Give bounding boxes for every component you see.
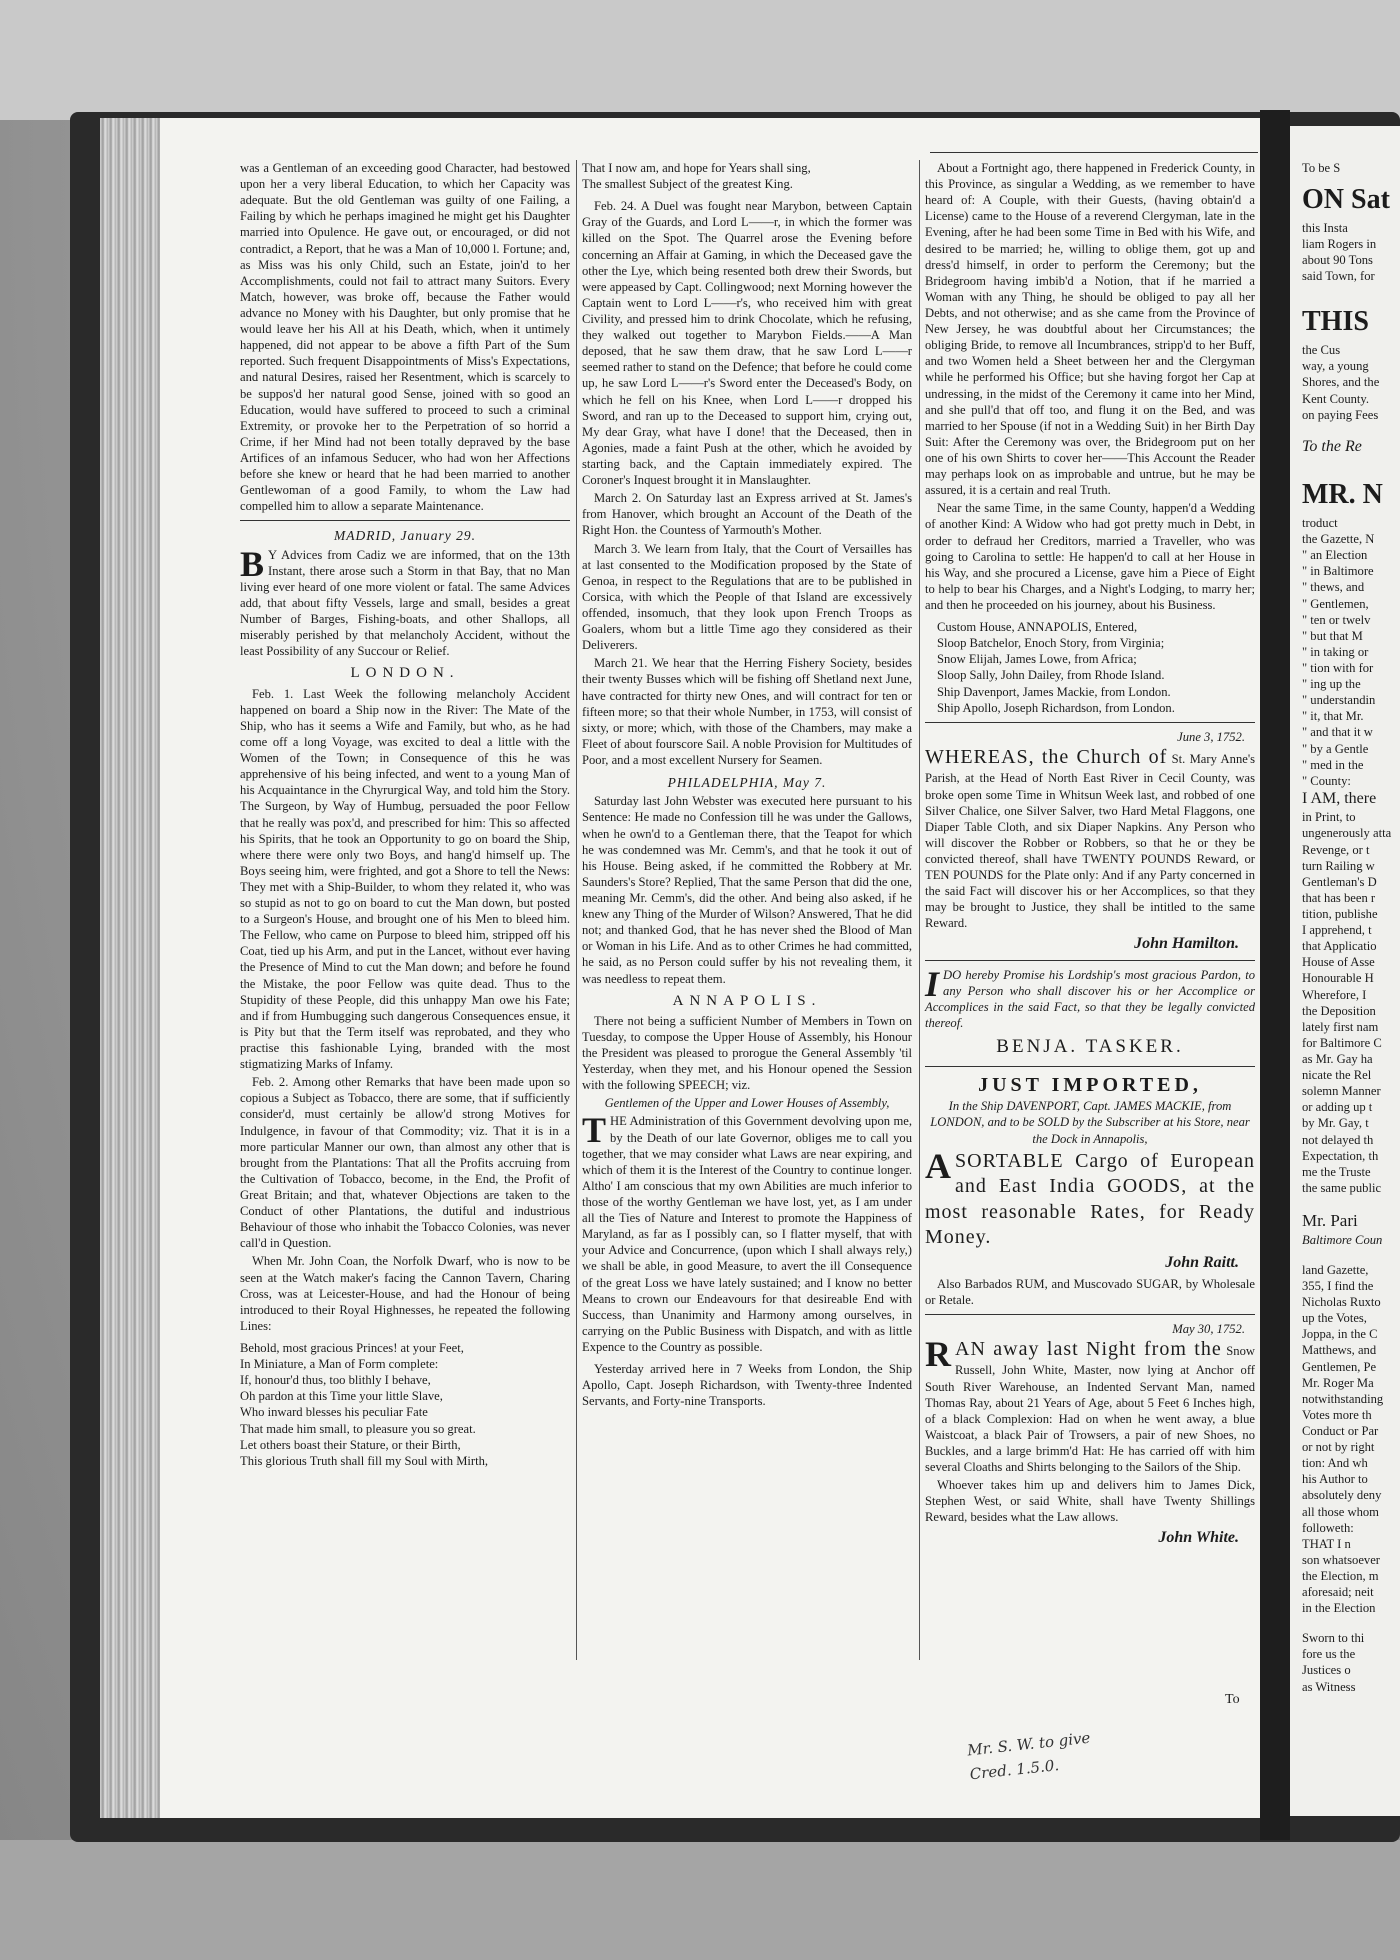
np-line	[1302, 457, 1400, 471]
column-one	[240, 160, 570, 1665]
customs-entry: Sloop Sally, John Dailey, from Rhode Island.	[937, 668, 1165, 683]
imported-text: SORTABLE Cargo of European and East India GOODS, at the most reasonable Rates, for Ready Money.	[925, 1149, 1255, 1249]
np-line: said Town, for	[1302, 269, 1375, 284]
np-line: " thews, and	[1302, 580, 1365, 595]
np-line: " tion with for	[1302, 661, 1374, 676]
np-line: not delayed th	[1302, 1132, 1374, 1147]
np-line: Wherefore, I	[1302, 987, 1367, 1002]
np-line: " an Election	[1302, 548, 1368, 563]
ad-headline: WHEREAS, the Church of	[925, 745, 1168, 768]
handwritten-line: Cred. 1.5.0.	[968, 1756, 1060, 1784]
np-line: liam Rogers in	[1302, 237, 1377, 252]
signature: John White.	[1158, 1528, 1239, 1546]
facing-page-column	[1302, 160, 1400, 1694]
annapolis-article: There not being a sufficient Number of Members in Town on Tuesday, to compose the Upper House of Assembly, his Honour the President was pleased to prorogue the General Assembly 'til Yesterday, when they met, and his Honour opened the Session with the following SPEECH; viz.	[582, 1013, 912, 1093]
np-line: the Election, m	[1302, 1568, 1379, 1583]
poem-line: Behold, most gracious Princes! at your Feet,	[240, 1341, 464, 1355]
np-line: as Witness	[1302, 1679, 1356, 1694]
divider	[925, 1314, 1255, 1315]
np-line: all those whom	[1302, 1504, 1379, 1519]
np-line: I apprehend, t	[1302, 923, 1372, 938]
np-line: Gentleman's D	[1302, 874, 1377, 889]
np-line: " but that M	[1302, 628, 1363, 643]
np-line: " ten or twelv	[1302, 612, 1371, 627]
customs-list	[937, 619, 1255, 716]
philadelphia-dateline: PHILADELPHIA, May 7.	[667, 775, 827, 791]
poem-line: Oh pardon at this Time your little Slave,	[240, 1389, 443, 1404]
madrid-article	[240, 543, 570, 660]
poem-end	[582, 160, 912, 192]
runaway-advertisement	[925, 1333, 1255, 1475]
np-line: 355, I find the	[1302, 1278, 1374, 1293]
church-advertisement	[925, 745, 1255, 932]
pardon-notice	[925, 963, 1255, 1031]
poem-line: Who inward blesses his peculiar Fate	[240, 1405, 428, 1420]
np-line: me the Truste	[1302, 1164, 1371, 1179]
np-line: Sworn to thi	[1302, 1631, 1365, 1646]
runaway-reward: Whoever takes him up and delivers him to James Dick, Stephen West, or said White, shall have Twenty Shillings Reward, besides what the Law allows.	[925, 1478, 1255, 1525]
np-line: as Mr. Gay ha	[1302, 1052, 1373, 1067]
duel-article: Feb. 24. A Duel was fought near Marybon, between Captain Gray of the Guards, and Lord L——r, in which the former was killed on the Spot. The Quarrel arose the Evening before concerning an Affair at Gaming, in which the Deceased gave the other the Lye, which being resented both drew their Swords, but were appeased by Capt. Collingwood; next Morning however the Captain went to Lord L——r's, who received him with great Civility, and pressed him to drink Chocolate, which he refusing, they walked out together to Marybon Fields.——A Man deposed, that he saw them draw, that he saw Lord L——r seemed rather to stand on the Defence; that before he could come up, he saw Lord L——r's Sword enter the Deceased's Body, on which he fell on his Knee, when Lord L——r dropped his Sword, and ran up to the Deceased to support him, crying out, My dear Gray, what have I done! that the Deceased, then in Agonies, made a faint Push at the other, which he avoided by starting back, and the Captain immediately expired. The Coroner's Inquest brought it in Manslaughter.	[582, 199, 912, 488]
np-line: Mr. Roger Ma	[1302, 1375, 1374, 1390]
np-line: To the Re	[1302, 437, 1362, 455]
scanner-bed-top	[0, 0, 1400, 120]
np-line	[1302, 284, 1400, 298]
drop-cap: R	[925, 1333, 951, 1374]
customs-heading: Custom House, ANNAPOLIS, Entered,	[937, 620, 1138, 635]
np-line: Expectation, th	[1302, 1148, 1379, 1163]
np-line: " med in the	[1302, 757, 1364, 772]
np-line: " and that it w	[1302, 725, 1373, 740]
np-line: about 90 Tons	[1302, 253, 1373, 268]
np-line: Matthews, and	[1302, 1343, 1377, 1358]
np-line: aforesaid; neit	[1302, 1585, 1374, 1600]
np-line: by Mr. Gay, t	[1302, 1116, 1369, 1131]
np-line	[1302, 423, 1400, 437]
np-line: the Deposition	[1302, 1003, 1376, 1018]
np-line: or not by right	[1302, 1440, 1375, 1455]
np-line: " understandin	[1302, 693, 1376, 708]
np-line: " it, that Mr.	[1302, 709, 1364, 724]
runaway-headline: AN away last Night from the	[955, 1337, 1222, 1360]
np-line: Gentlemen, Pe	[1302, 1359, 1377, 1374]
np-line: Mr. Pari	[1302, 1211, 1358, 1230]
np-line: the same public	[1302, 1180, 1382, 1195]
imported-headline: JUST IMPORTED,	[978, 1073, 1202, 1096]
book-gutter	[1260, 110, 1290, 1840]
np-line: the Cus	[1302, 343, 1341, 358]
np-line: troduct	[1302, 516, 1338, 531]
philadelphia-article: Saturday last John Webster was executed here pursuant to his Sentence: He made no Confession till he was under the Gallows, when he own'd to a Gentleman there, that the Teapot for which he was condemned was Mr. Cemm's, and that he took it out of his House. Being asked, if he committed the Robbery at Mr. Saunders's Store? Replied, That the same Person that did the one, meaning Mr. Cemm's, did the other. And being also asked, if he knew any Thing of the Murder of Wilson? Answered, That he did not; and thanked God, that he has never shed the Blood of Man or Woman in his Life. And as to other Crimes he had committed, he said, as no Person could suffer by his not revealing them, it was needless to repeat them.	[582, 794, 912, 986]
np-line: solemn Manner	[1302, 1084, 1381, 1099]
drop-cap: B	[240, 543, 265, 584]
signature: John Raitt.	[1165, 1254, 1239, 1272]
march-2-article: March 2. On Saturday last an Express arrived at St. James's from Hanover, which brought an Account of the Death of the Right Hon. the Countess of Yarmouth's Mother.	[582, 491, 912, 538]
np-line: Honourable H	[1302, 971, 1374, 986]
np-line: land Gazette,	[1302, 1262, 1369, 1277]
poem-line: Let others boast their Stature, or their Birth,	[240, 1437, 461, 1452]
london-article-3: When Mr. John Coan, the Norfolk Dwarf, who is now to be seen at the Watch maker's facing the Cannon Tavern, Charing Cross, was at Leicester-House, and had the Honour of being introduced to their Royal Highnesses, he repeated the following Lines:	[240, 1254, 570, 1333]
london-heading: LONDON.	[350, 665, 460, 682]
np-line: THAT I n	[1302, 1536, 1351, 1551]
imported-subheading: In the Ship DAVENPORT, Capt. JAMES MACKIE, from LONDON, and to be SOLD by the Subscriber at his Store, near the Dock in Annapolis,	[930, 1099, 1250, 1146]
imported-also: Also Barbados RUM, and Muscovado SUGAR, by Wholesale or Retale.	[925, 1276, 1255, 1307]
advertisement-date: May 30, 1752.	[1172, 1321, 1245, 1336]
divider	[925, 960, 1255, 961]
column-rule	[576, 160, 577, 1660]
np-line: ungenerously atta	[1302, 826, 1392, 841]
np-line: Conduct or Par	[1302, 1423, 1379, 1438]
march-21-article: March 21. We hear that the Herring Fishery Society, besides their twenty Busses which will be fishing off Shetland next June, have contracted for thirty new Ones, and will contract for ten or fifteen more; so that their whole Number, in 1753, will consist of sixty, or more; which, with those of the Chambers, may make a Fleet of about fourscore Sail. A noble Provision for Multitudes of Poor, and a most excellent Nursery for Seamen.	[582, 656, 912, 767]
poem-line: The smallest Subject of the greatest King.	[582, 177, 793, 192]
np-line: " in Baltimore	[1302, 564, 1374, 579]
customs-entry: Ship Apollo, Joseph Richardson, from London.	[937, 700, 1175, 715]
np-line: notwithstanding	[1302, 1391, 1384, 1406]
np-line: Justices o	[1302, 1663, 1351, 1678]
np-line: Votes more th	[1302, 1407, 1372, 1422]
np-line: House of Asse	[1302, 955, 1375, 970]
np-line: in the Election	[1302, 1601, 1376, 1616]
column-two	[582, 160, 912, 1665]
np-line	[1302, 1248, 1400, 1262]
speech-address: Gentlemen of the Upper and Lower Houses of Assembly,	[604, 1096, 890, 1111]
london-article-2: Feb. 2. Among other Remarks that have been made upon so copious a Subject as Tobacco, there are some, that if sufficiently consider'd, must certainly be allow'd strong Motives for Indulgence, in favour of that Commodity; viz. That it is in a more particular Manner our own, than almost any other that is brought from the Plantations: That all the Profits accruing from the Cultivation of Tobacco, become, in the End, the Profit of Great Britain; and that, whatever Objections are taken to the Conduct of other Plantations, the dutiful and industrious Behaviour of those who inhabit the Tobacco Colonies, was never call'd in Question.	[240, 1075, 570, 1251]
np-line: " Gentlemen,	[1302, 596, 1369, 611]
np-line: " ing up the	[1302, 677, 1361, 692]
np-line: that has been r	[1302, 890, 1376, 905]
divider	[925, 722, 1255, 723]
divider	[925, 1066, 1255, 1067]
madrid-dateline: MADRID, January 29.	[334, 528, 476, 544]
np-line: tion: And wh	[1302, 1456, 1368, 1471]
np-line: for Baltimore C	[1302, 1035, 1382, 1050]
runaway-text: Snow Russell, John White, Master, now lying at Anchor off South River Warehouse, an Indented Servant Man, named Thomas Ray, about 21 Years of Age, about 5 Feet 6 Inches high, of a black Complexion: Had on when he went away, a blue Waistcoat, a black Pair of Trowsers, a pair of new Shoes, no Buckles, and a large brimm'd Hat: He has carried off with him several Cloaths and Shirts belonging to the Sailors of the Ship.	[925, 1343, 1255, 1475]
imported-advertisement	[925, 1145, 1255, 1251]
poem-line: This glorious Truth shall fill my Soul with Mirth,	[240, 1453, 489, 1468]
annapolis-heading: ANNAPOLIS.	[672, 992, 822, 1009]
np-line: tition, publishe	[1302, 907, 1378, 922]
drop-cap: T	[582, 1110, 607, 1151]
advertisement-date: June 3, 1752.	[1177, 729, 1245, 744]
signature: John Hamilton.	[1134, 934, 1239, 952]
drop-cap: I	[925, 963, 940, 1004]
np-line: son whatsoever	[1302, 1552, 1380, 1567]
customs-entry: Ship Davenport, James Mackie, from London.	[937, 684, 1171, 699]
wedding-article: About a Fortnight ago, there happened in Frederick County, in this Province, as singular a Wedding, as we remember to have heard of: A Couple, with their Guests, (having obtain'd a License) came to the House of a reverend Clergyman, late in the Evening, after he had been some Time in Bed with his Wife, and desired to be married; he, willing to oblige them, got up and dress'd himself, in order to perform the Ceremony; but the Bridegroom having imbib'd a Notion, that if he married a Woman with any Thing, he should be obliged to pay all her Debts, and not otherwise; and as she came from the Province of New Jersey, he was doubtful about her Circumstances; the obliging Bride, to remove all Incumbrances, stripp'd to her Buff, and two Women held a Sheet between her and the Clergyman while he performed his Office; but she having forgot her Cap at undressing, in the midst of the Ceremony it came into her Mind, and she pull'd that off too, and flung it on the Bed, and was married to her Spouse (if not in a Wedding Suit) in her Birth Day Suit: After the Ceremony was over, the Bridegroom put on her one of his own Shirts to cover her——This Account the Reader may perhaps look on as improbable and untrue, but he may be assured, it is a certain and real Truth.	[925, 161, 1255, 498]
column-rule	[919, 160, 920, 1660]
madrid-text: Y Advices from Cadiz we are informed, that on the 13th Instant, there arose such a Storm in that Bay, that no Man living ever heard of one more violent or fatal. The same Advices add, that about fifty Vessels, large and small, besides a great Number of Barges, Fishing-boats, and other Shallops, all miserably perished by that melancholy Accident, without the least Possibility of any Succour or Relief.	[240, 547, 570, 659]
np-line: in Print, to	[1302, 810, 1356, 825]
np-line: Joppa, in the C	[1302, 1327, 1378, 1342]
np-line: To be S	[1302, 161, 1341, 175]
np-line: " County:	[1302, 773, 1351, 788]
np-line: I AM, there	[1302, 789, 1377, 807]
np-line: this Insta	[1302, 220, 1348, 235]
poem-line: That made him small, to pleasure you so great.	[240, 1421, 476, 1436]
np-line: lately first nam	[1302, 1019, 1379, 1034]
np-line: up the Votes,	[1302, 1311, 1367, 1326]
np-line: THIS	[1302, 306, 1369, 338]
np-line: Shores, and the	[1302, 375, 1380, 390]
np-line: Baltimore Coun	[1302, 1232, 1383, 1247]
arrival-article: Yesterday arrived here in 7 Weeks from London, the Ship Apollo, Capt. Joseph Richardson, with Twenty-three Indented Servants, and Forty-nine Transports.	[582, 1362, 912, 1409]
np-line: Kent County.	[1302, 391, 1370, 406]
london-article-1: Feb. 1. Last Week the following melancholy Accident happened on board a Ship now in the River: The Mate of the Ship, who has it seems a Wife and Family, but who, as he had come off a long Voyage, was excited to deal a little with the Women of the Town; in Consequence of this he was apprehensive of his being infected, and went to a young Man of his Acquaintance in the Chyrurgical Way, and told him the Story. The Surgeon, by Way of Humbug, persuaded the poor Fellow that he really was pox'd, and prescribed for him: This so affected his Spirits, that he took an Opportunity to go on board the Ship, where there were only two Boys, and hang'd himself up. The Boys seeing him, were frighted, and got a Shore to tell the News: They met with a Ship-Builder, to whom they related it, who was so stupid as not to go on board to cut the Man down, but posted to a Surgeon's House, and brought one of his Men to bleed him. The Fellow, who came on Purpose to bleed him, stripped off his Coat, tied up his Arm, and put in the Lancet, without ever having the Presence of Mind to cut the Man down; and before he found the Mistake, the poor Fellow was quite dead. Thus to the Stupidity of these People, did this unhappy Man owe his Fate; and if from Humbugging such dangerous Consequences ensue, it is Pity but that the Term itself was reprobated, and they who practise this fashionable Lying, branded with the most stigmatizing Marks of Infamy.	[240, 686, 570, 1072]
customs-entry: Snow Elijah, James Lowe, from Africa;	[937, 652, 1137, 667]
np-line: the Gazette, N	[1302, 532, 1375, 547]
drop-cap: A	[925, 1145, 951, 1186]
article-text: was a Gentleman of an exceeding good Character, had bestowed upon her a very liberal Education, to which her Capacity was adequate. But the old Gentleman was guilty of one Failing, a Failing by which he perhaps imagined he might get his Daughter married into Opulence. He gave out, or encouraged, or did not contradict, a Report, that he was a Man of 10,000 l. Fortune; and, as Miss was his only Child, such an Estate, join'd to her Accomplishments, could not fail to attract many Suitors. Every Match, however, was broke off, because the Father would advance no Money with his Daughter, but only promise that he would leave her his All at his Death, which, when it untimely happened, did not appear to be above a fifth Part of the Sum reported. Such frequent Disappointments of Miss's Expectations, and natural Desires, raised her Resentment, which is scarcely to be suppos'd her natural good Sense, joined with so good an Education, would have suffered to proceed to such a criminal Extremity, or provoke her to the Perpetration of so horrid a Crime, if her Mind had not been totally depraved by the base Artifices of an infamous Seducer, who had won her Affections before she knew or heard that he had been married to another Gentlewoman of a good Family, to whom the Law had compelled him to allow a separate Maintenance.	[240, 161, 570, 514]
np-line: on paying Fees	[1302, 407, 1379, 422]
np-line: Nicholas Ruxto	[1302, 1295, 1381, 1310]
np-line: his Author to	[1302, 1472, 1368, 1487]
signature: BENJA. TASKER.	[996, 1036, 1184, 1058]
speech	[582, 1110, 912, 1355]
np-line: ON Sat	[1302, 184, 1390, 216]
np-line: Revenge, or t	[1302, 842, 1370, 857]
poem-line: In Miniature, a Man of Form complete:	[240, 1357, 439, 1372]
np-line: way, a young	[1302, 359, 1369, 374]
np-line: or adding up t	[1302, 1100, 1373, 1115]
np-line: fore us the	[1302, 1647, 1356, 1662]
np-line: " by a Gentle	[1302, 741, 1369, 756]
divider	[240, 520, 570, 521]
np-line	[1302, 1196, 1400, 1210]
np-line: turn Railing w	[1302, 858, 1375, 873]
customs-entry: Sloop Batchelor, Enoch Story, from Virginia;	[937, 636, 1165, 651]
poem-line: If, honour'd thus, too blithly I behave,	[240, 1373, 431, 1388]
np-line: absolutely deny	[1302, 1488, 1382, 1503]
np-line: MR. N	[1302, 479, 1383, 511]
ad-text: St. Mary Anne's Parish, at the Head of North East River in Cecil County, was broke open some Time in Whitsun Week last, and robbed of one Silver Chalice, one Silver Salver, two Hard Metal Flaggons, one Diaper Table Cloth, and six Diaper Napkins. Any Person who will discover the Robber or Robbers, so that he or they be convicted thereof, shall have TWENTY POUNDS Reward, or TEN POUNDS for the Plate only: And if any Party concerned in the said Fact will discover his or her Accomplices, so that they may be brought to Justice, they shall be intitled to the same Reward.	[925, 751, 1255, 931]
np-line: that Applicatio	[1302, 939, 1377, 954]
np-line	[1302, 1616, 1400, 1630]
catchword: To	[1225, 1692, 1240, 1707]
header-rule	[930, 152, 1258, 153]
poem	[240, 1340, 570, 1469]
np-line: followeth:	[1302, 1520, 1354, 1535]
march-3-article: March 3. We learn from Italy, that the Court of Versailles has at last consented to the Modification proposed by the State of Genoa, in respect to the Regulations that are to be published in Corsica, with which the People of that Island are excessively offended, insomuch, that they look upon French Troops as Goalers, whom but a little Time ago they considered as their Deliverers.	[582, 541, 912, 653]
handwritten-line: Mr. S. W. to give	[966, 1728, 1092, 1760]
scanner-bed-bottom	[0, 1840, 1400, 1960]
speech-text: HE Administration of this Government devolving upon me, by the Death of our late Governor, obliges me to call you together, that we may consider what Laws are near expiring, and which of them it is the Interest of the Country to continue longer. Altho' I am conscious that my own Abilities are much inferior to those of the worthy Gentleman we have lost, yet, as I am under all the Ties of Nature and Interest to promote the Happiness of Maryland, as far as I possibly can, so I flatter myself, that with your Advice and Concurrence, (upon which I shall always rely,) we shall be able, in good Measure, to avert the ill Consequence of the great Loss we have lately sustained; and I know no better Means to crown our Endeavours for that desireable End with Success, than Unanimity and Harmony among ourselves, in carrying on the Public Business with Dispatch, and with as little Expence to the Country as possible.	[582, 1114, 912, 1354]
np-line: " in taking or	[1302, 644, 1369, 659]
poem-line: That I now am, and hope for Years shall sing,	[582, 161, 811, 175]
widow-article: Near the same Time, in the same County, happen'd a Wedding of another Kind: A Widow who had got pretty much in Debt, in order to defraud her Creditors, married a Traveller, who was going to Carolina to settle: He happen'd to call at her House in his Way, and she procured a License, gave him a Piece of Eight to help to bear his Charges, and a Night's Lodging, to marry her; and then he proceeded on his journey, about his Business.	[925, 501, 1255, 612]
np-line: nicate the Rel	[1302, 1068, 1372, 1083]
column-three	[925, 160, 1255, 1665]
pardon-text: DO hereby Promise his Lordship's most gracious Pardon, to any Person who shall discover his or her Accomplice or Accomplices in the said Fact, so that they be legally convicted thereof.	[925, 967, 1255, 1031]
